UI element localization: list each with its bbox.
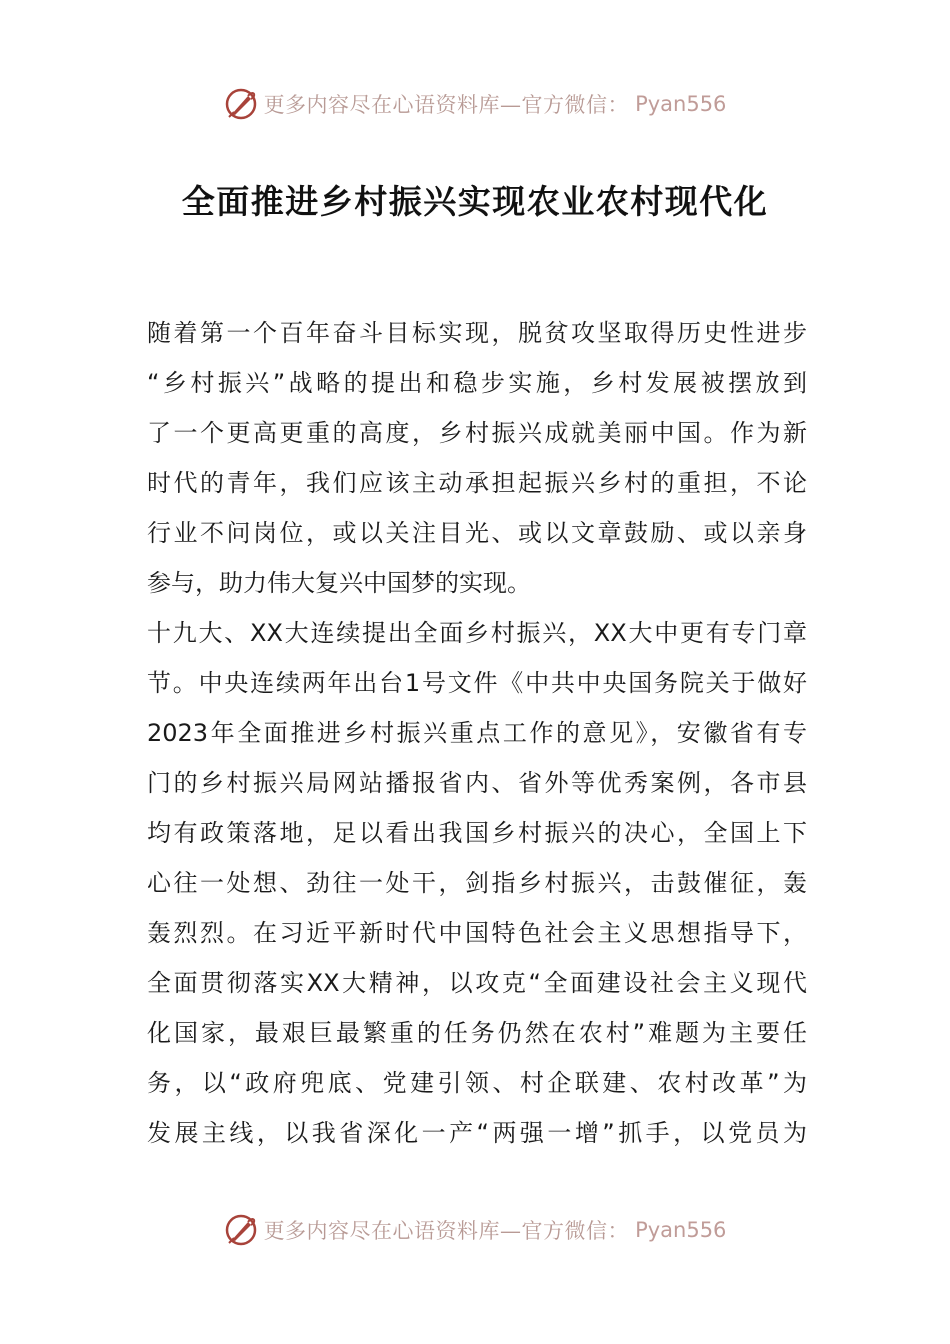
paragraph-line: 节。中央连续两年出台1号文件《中共中央国务院关于做好 [147,669,807,697]
watermark-wechat-id: Pyan556 [635,92,727,116]
paragraph-2 [147,608,807,1158]
paragraph-line: 门的乡村振兴局网站播报省内、省外等优秀案例，各市县 [147,769,807,797]
paragraph-line: 心往一处想、劲往一处干，剑指乡村振兴，击鼓催征，轰 [147,869,807,897]
paragraph-line: 发展主线，以我省深化一产“两强一增”抓手，以党员为 [147,1119,807,1147]
paragraph-line: 2023年全面推进乡村振兴重点工作的意见》，安徽省有专 [147,719,807,747]
quill-pen-logo-icon [224,1213,258,1247]
paragraph-line: 随着第一个百年奋斗目标实现，脱贫攻坚取得历史性进步 [147,319,807,347]
paragraph-line: 行业不问岗位，或以关注目光、或以文章鼓励、或以亲身 [147,519,807,547]
watermark-wechat-id: Pyan556 [635,1218,727,1242]
paragraph-line: 了一个更高更重的高度，乡村振兴成就美丽中国。作为新 [147,419,807,447]
paragraph-line: “乡村振兴”战略的提出和稳步实施，乡村发展被摆放到 [147,369,807,397]
document-body [147,308,807,1158]
paragraph-line: 十九大、XX大连续提出全面乡村振兴，XX大中更有专门章 [147,619,807,647]
paragraph-line: 全面贯彻落实XX大精神，以攻克“全面建设社会主义现代 [147,969,807,997]
paragraph-line: 参与，助力伟大复兴中国梦的实现。 [147,569,531,597]
watermark-text: 更多内容尽在心语资料库—官方微信： [263,93,630,117]
header-watermark [0,84,950,124]
paragraph-line: 均有政策落地，足以看出我国乡村振兴的决心，全国上下 [147,819,807,847]
paragraph-1 [147,308,807,608]
watermark-text: 更多内容尽在心语资料库—官方微信： [263,1219,630,1243]
paragraph-line: 时代的青年，我们应该主动承担起振兴乡村的重担，不论 [147,469,807,497]
paragraph-line: 轰烈烈。在习近平新时代中国特色社会主义思想指导下， [147,919,807,947]
quill-pen-logo-icon [224,87,258,121]
footer-watermark [0,1210,950,1250]
document-title: 全面推进乡村振兴实现农业农村现代化 [181,182,769,221]
paragraph-line: 化国家，最艰巨最繁重的任务仍然在农村”难题为主要任 [147,1019,807,1047]
paragraph-line: 务，以“政府兜底、党建引领、村企联建、农村改革”为 [147,1069,807,1097]
